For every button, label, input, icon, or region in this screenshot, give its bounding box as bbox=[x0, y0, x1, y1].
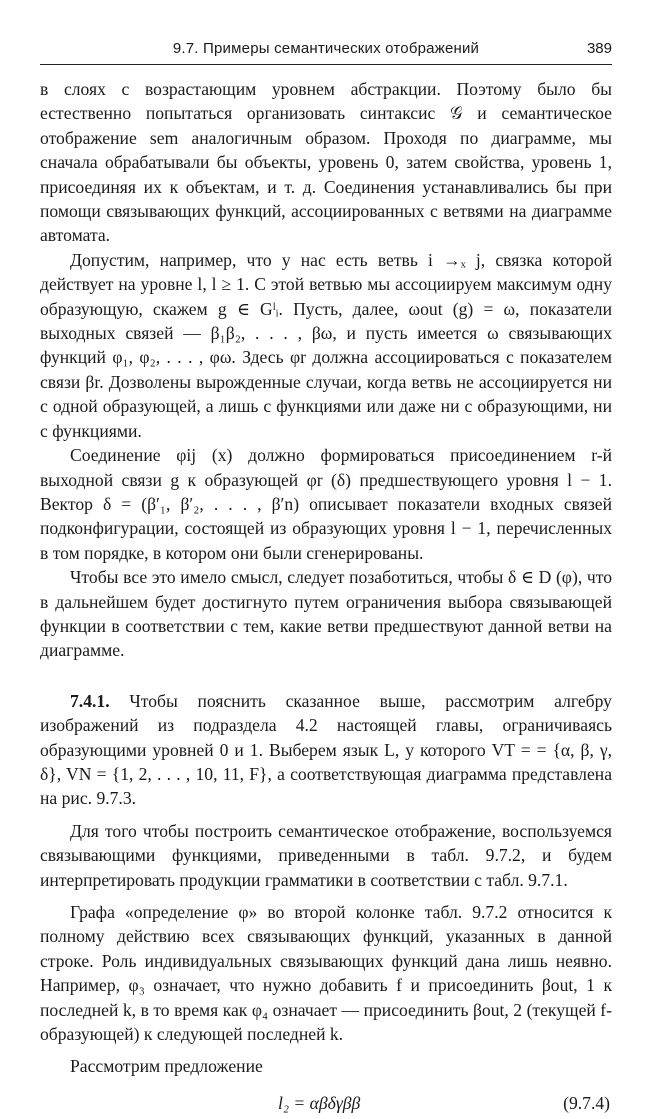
paragraph-3: Соединение φij (x) должно формироваться присоединением r-й выходной связи g к образующей φr (δ) предшествующего уровня l − 1. Вектор δ = (β′₁, β′₂, . . . , β′n) описывает показатели входных связей подконфигурации, состоящей из образующих уровня l − 1, перечисленных в том порядке, в котором они были сгенерированы. bbox=[40, 445, 612, 563]
paragraph-2: Допустим, например, что у нас есть ветвь i →ₓ j, связка которой действует на уровне l, l ≥ 1. С этой ветвью мы ассоциируем максимум одну образующую, скажем g ∈ Gˡᵢ. Пусть, далее, ωout (g) = ω, показатели выходных связей — β₁β₂, . . . , βω, и пусть имеется ω связывающих функций φ₁, φ₂, . . . , φω. Здесь φr должна ассоциироваться с показателем связи βr. Дозволены вырожденные случаи, когда ветвь не ассоциируется ни с одной образующей, а лишь с функциями или даже ни с образующими, ни с функциями. bbox=[40, 249, 612, 441]
paragraph-4: Чтобы все это имело смысл, следует позаботиться, чтобы δ ∈ D (φ), что в дальнейшем будет достигнуто путем ограничения выбора связывающей функции в соответствии с тем, какие ветви предшествуют данной ветви на диаграмме. bbox=[40, 567, 612, 661]
equation-9-7-4 bbox=[40, 1089, 612, 1119]
paragraph-6: Графа «определение φ» во второй колонке табл. 9.7.2 относится к полному действию всех связывающих функций, указанных в данной строке. Роль индивидуальных связывающих функций дана лишь неявно. Например, φ₃ означает, что нужно добавить f и присоединить βout, 1 к последней k, в то время как φ₄ означает — присоединить βout, 2 (текущей f-образующей) к следующей последней k. bbox=[40, 902, 612, 1045]
running-title: 9.7. Примеры семантических отображений bbox=[172, 40, 480, 57]
equation-expression: l₂ = αβδγββ bbox=[278, 1092, 361, 1113]
paragraph-1: в слоях с возрастающим уровнем абстракции. Поэтому было бы естественно попытаться организовать синтаксис 𝒢 и семантическое отображение sem аналогичным образом. Проходя по диаграмме, мы сначала обрабатывали бы объекты, уровень 0, затем свойства, уровень 1, присоединяя их к объектам, и т. д. Соединения устанавливались бы при помощи связывающих функций, ассоциированных с ветвями на диаграмме автомата. bbox=[40, 79, 612, 246]
running-header bbox=[40, 38, 612, 65]
page-number: 389 bbox=[586, 40, 612, 57]
paragraph-7: Рассмотрим предложение bbox=[70, 1056, 263, 1077]
section-number: 7.4.1. bbox=[70, 690, 110, 711]
section-text: Чтобы пояснить сказанное выше, рассмотрим алгебру изображений из подраздела 4.2 настоящей главы, ограничиваясь образующими уровней 0 и 1. Выберем язык L, у которого VT = = {α, β, γ, δ}, VN = {1, 2, . . . , 10, 11, F}, а соответствующая диаграмма представлена на рис. 9.7.3. bbox=[40, 690, 612, 809]
paragraph-5: Для того чтобы построить семантическое отображение, воспользуемся связывающими функциями, приведенными в табл. 9.7.2, и будем интерпретировать продукции грамматики в соответствии с табл. 9.7.1. bbox=[40, 820, 612, 890]
equation-number: (9.7.4) bbox=[563, 1092, 610, 1113]
section-7-4-1 bbox=[40, 689, 612, 811]
page-body bbox=[40, 77, 612, 1119]
